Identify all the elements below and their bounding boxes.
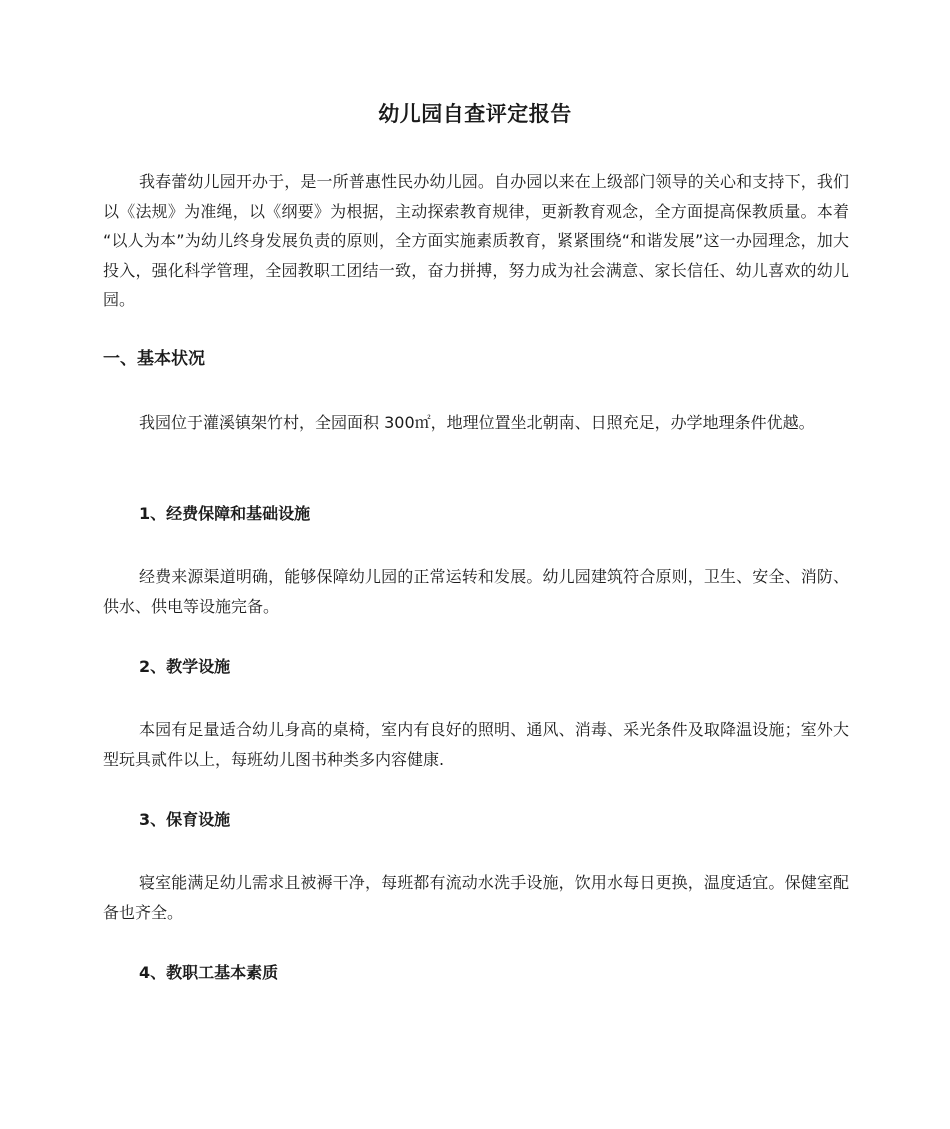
section-heading-basic-status: 一、基本状况	[103, 349, 205, 369]
paragraph-care-facilities: 寝室能满足幼儿需求且被褥干净，每班都有流动水洗手设施，饮用水每日更换，温度适宜。保健室配备也齐全。	[103, 873, 849, 922]
paragraph-teaching-facilities: 本园有足量适合幼儿身高的桌椅，室内有良好的照明、通风、消毒、采光条件及取降温设施；室外大型玩具贰件以上，每班幼儿图书种类多内容健康.	[103, 720, 849, 769]
subheading-care-facilities: 3、保育设施	[139, 810, 231, 829]
subheading-teaching-facilities: 2、教学设施	[139, 657, 231, 676]
paragraph-funding-facilities: 经费来源渠道明确，能够保障幼儿园的正常运转和发展。幼儿园建筑符合原则，卫生、安全、消防、供水、供电等设施完备。	[103, 567, 849, 616]
subheading-funding-facilities: 1、经费保障和基础设施	[139, 504, 311, 523]
intro-paragraph: 我春蕾幼儿园开办于，是一所普惠性民办幼儿园。自办园以来在上级部门领导的关心和支持下，我们以《法规》为准绳，以《纲要》为根据，主动探索教育规律，更新教育观念，全方面提高保教质量。本着 “以人为本”为幼儿终身发展负责的原则，全方面实施素质教育，紧紧围绕“和谐发展”这一办园理念，加大投入，强化科学管理，全园教职工团结一致，奋力拼搏，努力成为社会满意、家长信任、幼儿喜欢的幼儿园。	[103, 172, 849, 309]
document-title: 幼儿园自查评定报告	[378, 102, 572, 126]
subheading-staff-quality: 4、教职工基本素质	[139, 963, 279, 982]
section-intro-paragraph: 我园位于灌溪镇架竹村，全园面积 300㎡，地理位置坐北朝南、日照充足，办学地理条件优越。	[139, 413, 815, 432]
